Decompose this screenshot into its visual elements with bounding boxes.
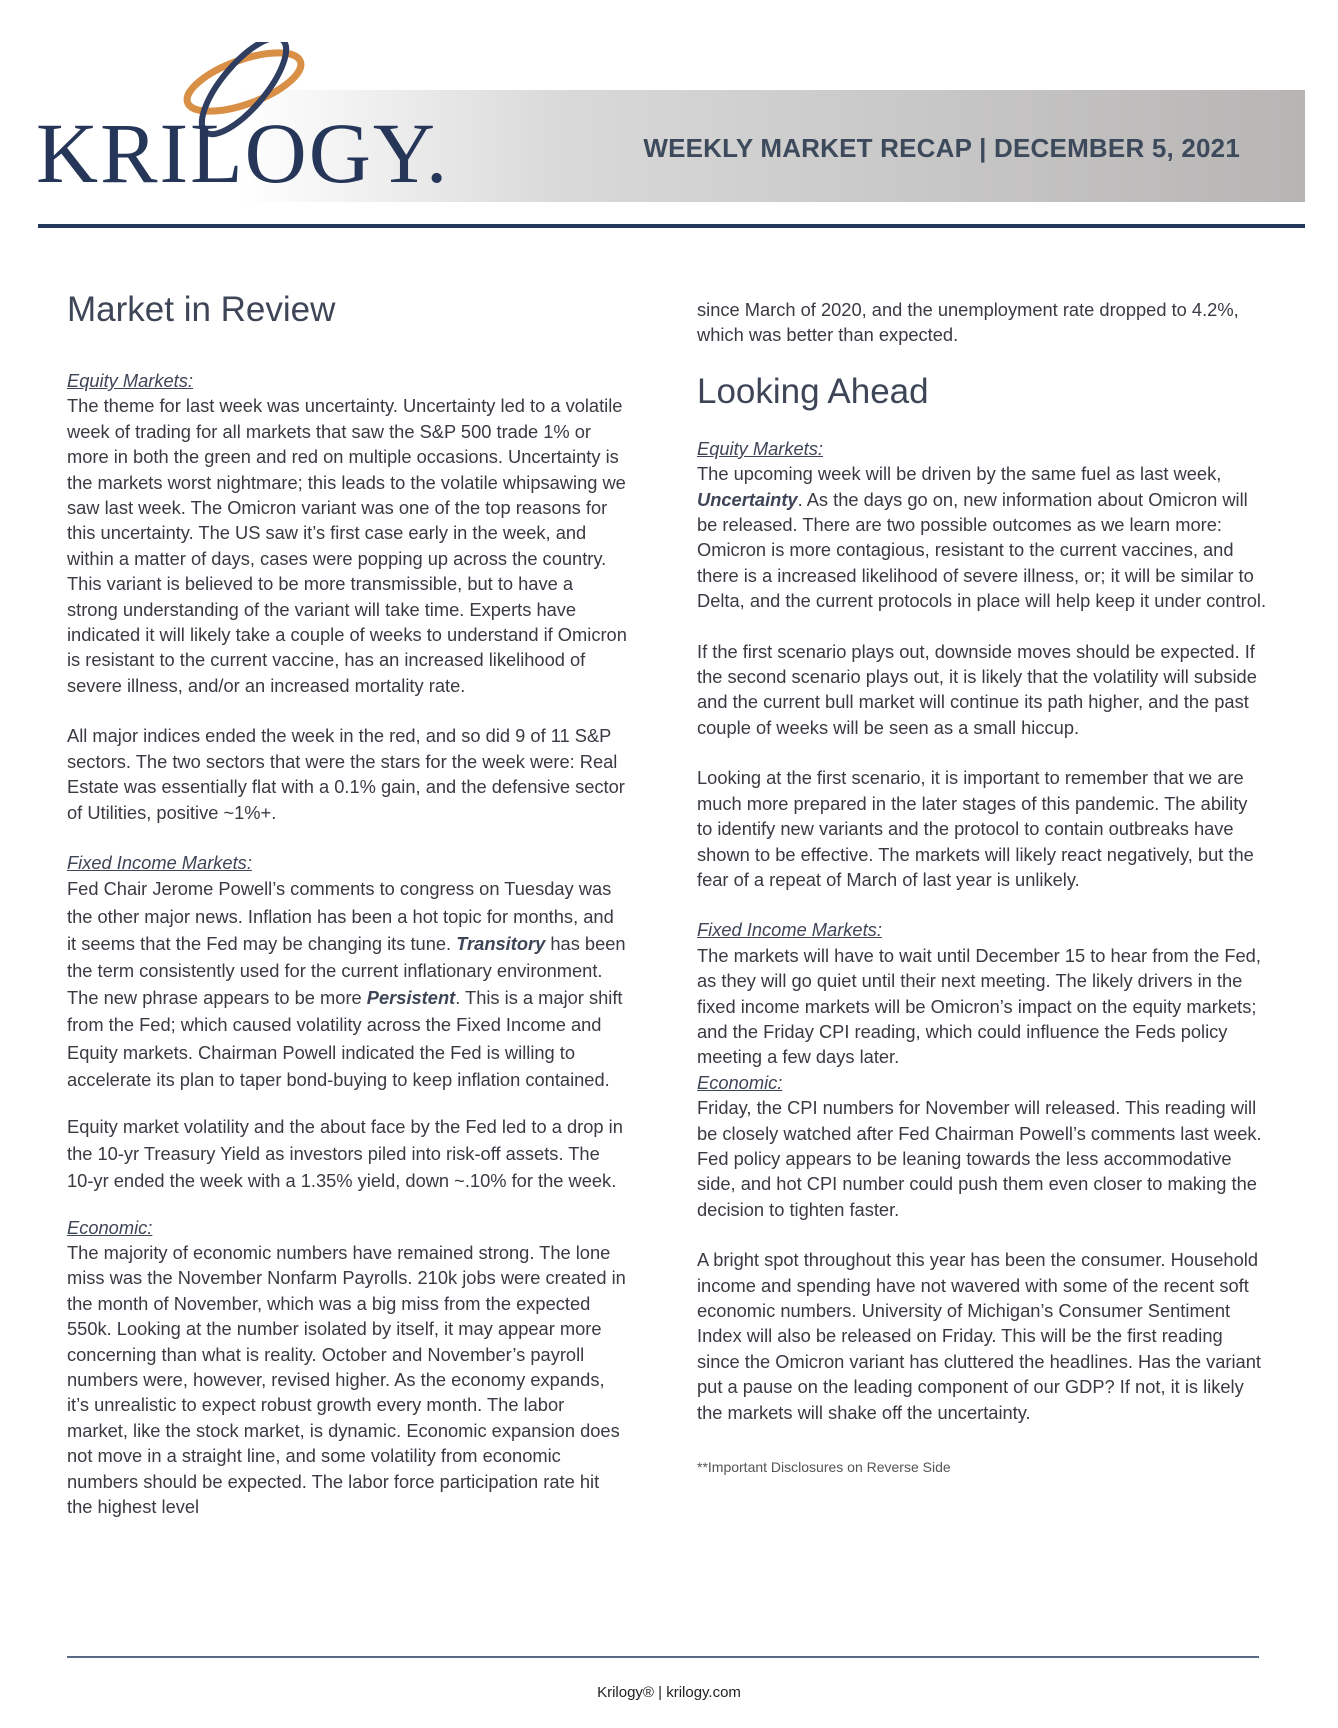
emphasis-transitory: Transitory: [456, 932, 546, 954]
footer-text: Krilogy® | krilogy.com: [597, 1684, 741, 1701]
subheading-economic-ahead: Economic:: [697, 1071, 783, 1093]
header-divider: [38, 224, 1305, 228]
section-heading-looking-ahead: Looking Ahead: [697, 371, 929, 411]
paragraph-continued: since March of 2020, and the unemployment rate dropped to 4.2%, which was better than expected.: [697, 299, 1239, 346]
page-title: WEEKLY MARKET RECAP | DECEMBER 5, 2021: [643, 133, 1240, 163]
paragraph-equity-1: The theme for last week was uncertainty. Uncertainty led to a volatile week of trading for all markets that saw the S&P 500 trade 1% or more in both the green and red on multiple occasions. Uncertainty is the markets worst nightmare; this leads to the volatile whipsawing we saw last week. The Omicron variant was one of the top reasons for this uncertainty. The US saw it’s first case early in the week, and within a matter of days, cases were popping up across the country. This variant is believed to be more transmissible, but to have a strong understanding of the variant will take time. Experts have indicated it will likely take a couple of weeks to understand if Omicron is resistant to the current vaccine, has an increased likelihood of severe illness, and/or an increased mortality rate.: [67, 395, 627, 696]
disclosure-note: **Important Disclosures on Reverse Side: [697, 1459, 951, 1476]
left-column: [67, 290, 627, 1519]
subheading-fixed-income: Fixed Income Markets:: [67, 851, 252, 873]
footer-divider: [67, 1656, 1259, 1658]
subheading-fixed-income-ahead: Fixed Income Markets:: [697, 919, 882, 941]
paragraph-ahead-economic-1: Friday, the CPI numbers for November will released. This reading will be closely watched after Fed Chairman Powell’s comments last week. Fed policy appears to be leaning towards the less accommodative side, and hot CPI number could push them even closer to making the decision to tighten faster.: [697, 1097, 1262, 1220]
paragraph-ahead-fixed-1: The markets will have to wait until December 15 to hear from the Fed, as they will go quiet until their next meeting. The likely drivers in the fixed income markets will be Omicron’s impact on the equity markets; and the Friday CPI reading, which could influence the Feds policy meeting a few days later.: [697, 944, 1261, 1068]
paragraph-ahead-equity-2: If the first scenario plays out, downside moves should be expected. If the second scenario plays out, it is likely that the volatility will subside and the current bull market will continue its path higher, and the past couple of weeks will be seen as a small hiccup.: [697, 640, 1257, 738]
section-heading-market-in-review: Market in Review: [67, 290, 336, 329]
right-column: [697, 297, 1267, 1480]
subheading-equity-markets: Equity Markets:: [67, 370, 193, 391]
paragraph-fixed-2: Equity market volatility and the about face by the Fed led to a drop in the 10-yr Treasury Yield as investors piled into risk-off assets. The 10-yr ended the week with a 1.35% yield, down ~.10% for the week.: [67, 1115, 623, 1192]
emphasis-persistent: Persistent: [366, 987, 456, 1009]
paragraph-ahead-equity-3: Looking at the first scenario, it is important to remember that we are much more prepared in the later stages of this pandemic. The ability to identify new variants and the protocol to contain outbreaks have shown to be effective. The markets will likely react negatively, but the fear of a repeat of March of last year is unlikely.: [697, 767, 1254, 890]
emphasis-uncertainty: Uncertainty: [697, 488, 798, 510]
paragraph-ahead-equity-1: The upcoming week will be driven by the same fuel as last week, Uncertainty. As the days go on, new information about Omicron will be released. There are two possible outcomes as we learn more: Omicron is more contagious, resistant to the current vaccines, and there is a increased likelihood of severe illness, or; it will be similar to Delta, and the current protocols in place will help keep it under control.: [697, 463, 1267, 612]
paragraph-fixed-1: Fed Chair Jerome Powell’s comments to congress on Tuesday was the other major news. Inflation has been a hot topic for months, and it seems that the Fed may be changing its tune. Transitory has been the term consistently used for the current inflationary environment. The new phrase appears to be more Persistent. This is a major shift from the Fed; which caused volatility across the Fixed Income and Equity markets. Chairman Powell indicated the Fed is willing to accelerate its plan to taper bond-buying to keep inflation contained.: [67, 878, 626, 1090]
krilogy-logo: [36, 42, 450, 201]
paragraph-economic-1: The majority of economic numbers have remained strong. The lone miss was the November Nonfarm Payrolls. 210k jobs were created in the month of November, which was a big miss from the expected 550k. Looking at the number isolated by itself, it may appear more concerning than what is reality. October and November’s payroll numbers were, however, revised higher. As the economy expands, it’s unrealistic to expect robust growth every month. The labor market, like the stock market, is dynamic. Economic expansion does not move in a straight line, and some volatility from economic numbers should be expected. The labor force participation rate hit the highest level: [67, 1241, 626, 1518]
subheading-equity-markets-ahead: Equity Markets:: [697, 437, 823, 459]
paragraph-ahead-economic-2: A bright spot throughout this year has been the consumer. Household income and spending have not wavered with some of the recent soft economic numbers. University of Michigan’s Consumer Sentiment Index will also be released on Friday. This will be the first reading since the Omicron variant has cluttered the headlines. Has the variant put a pause on the leading component of our GDP? If not, it is likely the markets will shake off the uncertainty.: [697, 1249, 1261, 1423]
paragraph-equity-2: All major indices ended the week in the red, and so did 9 of 11 S&P sectors. The two sectors that were the stars for the week were: Real Estate was essentially flat with a 0.1% gain, and the defensive sector of Utilities, positive ~1%+.: [67, 725, 625, 823]
logo-wordmark: KRILOGY.: [36, 105, 450, 201]
subheading-economic: Economic:: [67, 1216, 153, 1238]
